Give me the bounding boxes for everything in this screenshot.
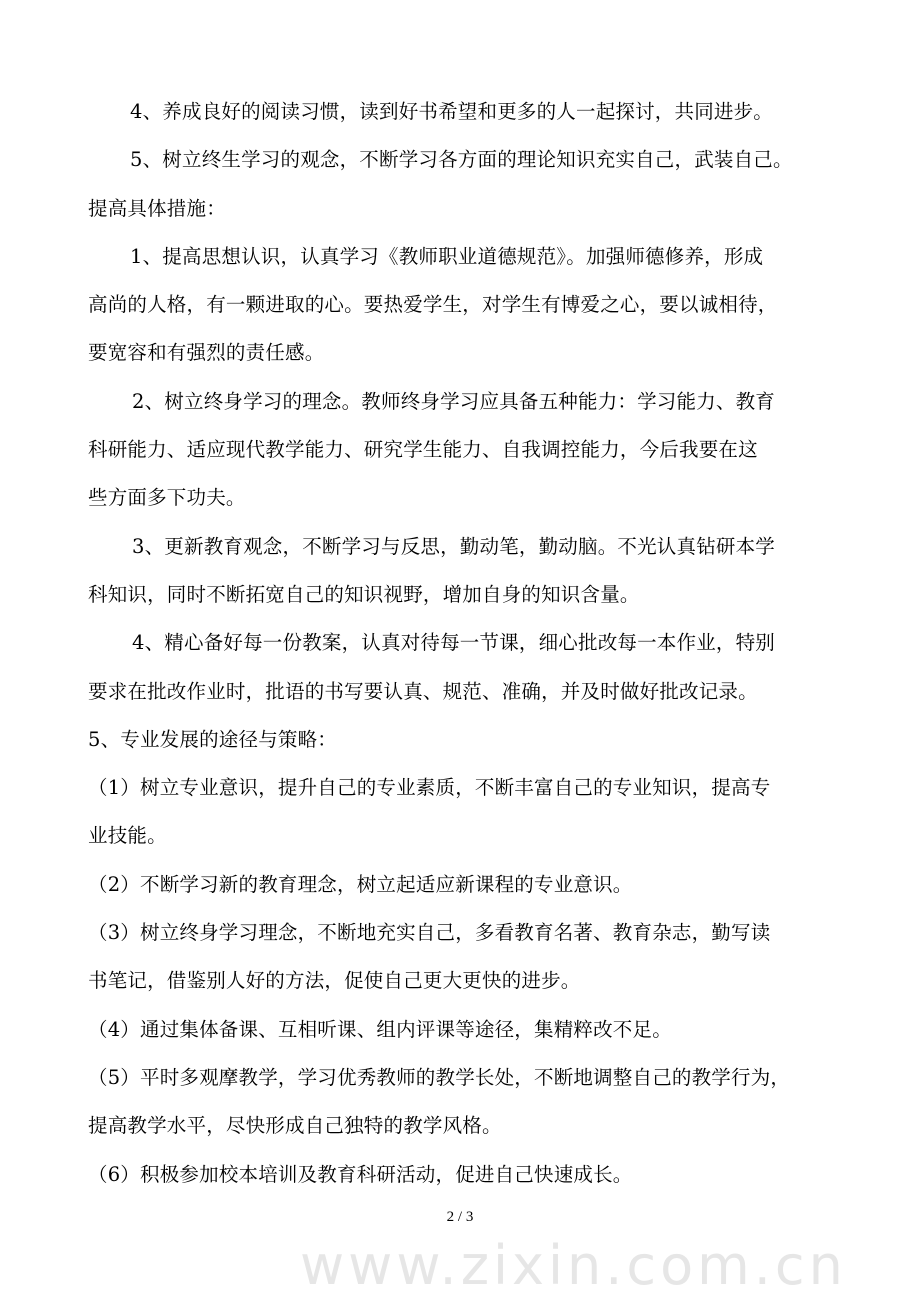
text-line: 1、提高思想认识，认真学习《教师职业道德规范》。加强师德修养，形成 [130, 244, 764, 268]
text-line: （6）积极参加校本培训及教育科研活动，促进自己快速成长。 [88, 1162, 633, 1186]
text-line: （5）平时多观摩教学，学习优秀教师的教学长处，不断地调整自己的教学行为， [88, 1065, 791, 1089]
text-line: （4）通过集体备课、互相听课、组内评课等途径，集精粹改不足。 [88, 1017, 672, 1041]
text-line: （2）不断学习新的教育理念，树立起适应新课程的专业意识。 [88, 872, 633, 896]
text-line: 5、专业发展的途径与策略： [88, 727, 338, 751]
document-body [88, 94, 834, 1205]
text-line: 3、更新教育观念，不断学习与反思，勤动笔，勤动脑。不光认真钻研本学 [132, 534, 776, 558]
text-line: 高尚的人格，有一颗进取的心。要热爱学生，对学生有博爱之心，要以诚相待， [88, 293, 778, 317]
text-line: （3）树立终身学习理念，不断地充实自己，多看教育名著、教育杂志，勤写读 [88, 921, 771, 945]
page-number: 2 / 3 [446, 1209, 474, 1225]
text-line: 要宽容和有强烈的责任感。 [88, 341, 325, 365]
text-line: 提高教学水平，尽快形成自己独特的教学风格。 [88, 1114, 502, 1138]
text-line: 5、树立终生学习的观念，不断学习各方面的理论知识充实自己，武装自己。 [130, 148, 793, 172]
text-line: 书笔记，借鉴别人好的方法，促使自己更大更快的进步。 [88, 969, 581, 993]
text-line: （1）树立专业意识，提升自己的专业素质，不断丰富自己的专业知识，提高专 [88, 776, 771, 800]
text-line: 提高具体措施： [88, 196, 226, 220]
text-line: 科知识，同时不断拓宽自己的知识视野，增加自身的知识含量。 [88, 582, 640, 606]
text-line: 科研能力、适应现代教学能力、研究学生能力、自我调控能力，今后我要在这 [88, 438, 758, 462]
text-line: 2、树立终身学习的理念。教师终身学习应具备五种能力：学习能力、教育 [132, 389, 776, 413]
watermark: www.zixin.com.cn [300, 1234, 847, 1297]
text-line: 4、精心备好每一份教案，认真对待每一节课，细心批改每一本作业，特别 [132, 631, 776, 655]
text-line: 要求在批改作业时，批语的书写要认真、规范、准确，并及时做好批改记录。 [88, 679, 758, 703]
text-line: 些方面多下功夫。 [88, 486, 246, 510]
text-line: 4、养成良好的阅读习惯，读到好书希望和更多的人一起探讨，共同进步。 [130, 100, 774, 123]
text-line: 业技能。 [88, 824, 167, 848]
